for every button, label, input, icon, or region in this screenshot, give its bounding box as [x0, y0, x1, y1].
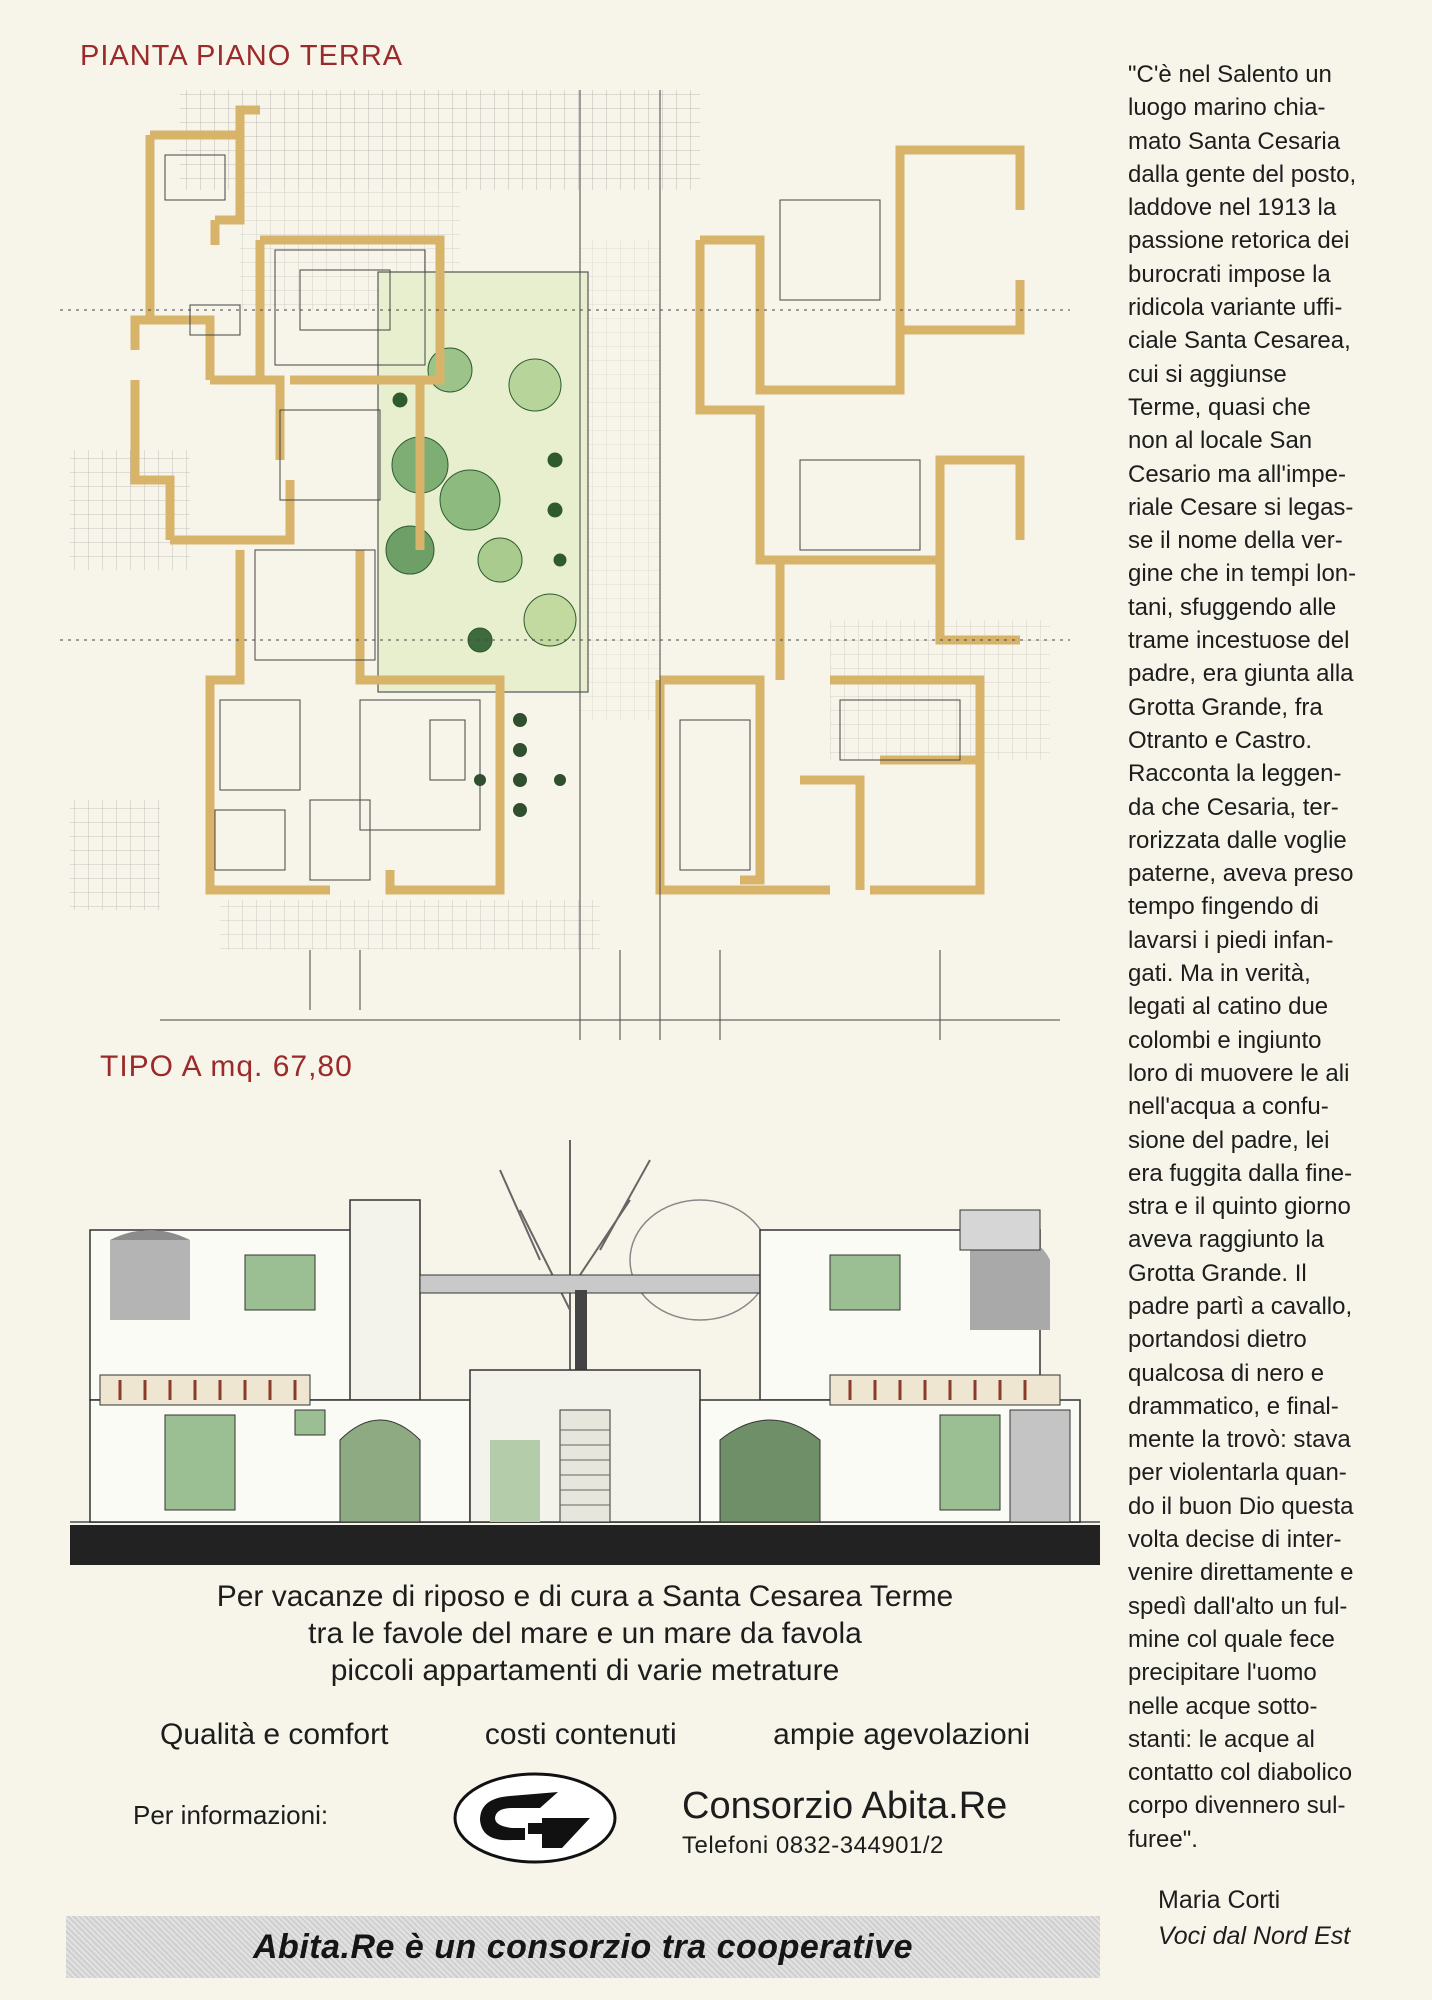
work-title: Voci dal Nord Est [1158, 1922, 1351, 1950]
quote-line: trame incestuose del [1128, 627, 1350, 655]
quote-line: portandosi dietro [1128, 1326, 1307, 1354]
quote-line: padre partì a cavallo, [1128, 1292, 1353, 1320]
quote-line: luogo marino chia- [1128, 94, 1326, 122]
banner-text: Abita.Re è un consorzio tra cooperative [253, 1927, 913, 1966]
quote-line: drammatico, e final- [1128, 1392, 1339, 1420]
literary-quote [1128, 58, 1418, 1856]
quote-line: mato Santa Cesaria [1128, 127, 1341, 155]
quote-line: furee". [1128, 1825, 1198, 1853]
quote-line: cui si aggiunse [1128, 360, 1287, 388]
quote-line: mente la trovò: stava [1128, 1426, 1351, 1454]
quote-attribution [1158, 1882, 1350, 1954]
quote-line: ridicola variante uffi- [1128, 294, 1343, 322]
quote-line: se il nome della ver- [1128, 527, 1343, 555]
quote-line: Otranto e Castro. [1128, 726, 1313, 754]
quote-line: Grotta Grande, fra [1128, 693, 1323, 721]
quote-line: volta decise di inter- [1128, 1526, 1342, 1554]
quote-line: ciale Santa Cesarea, [1128, 327, 1351, 355]
quote-line: spedì dall'alto un ful- [1128, 1592, 1348, 1620]
quote-line: non al locale San [1128, 427, 1313, 455]
quote-line: paterne, aveva preso [1128, 860, 1354, 888]
quote-line: tempo fingendo di [1128, 893, 1319, 921]
quote-line: loro di muovere le ali [1128, 1059, 1350, 1087]
quote-line: passione retorica dei [1128, 227, 1350, 255]
info-label: Per informazioni: [133, 1800, 329, 1830]
quote-line: tani, sfuggendo alle [1128, 593, 1337, 621]
quote-line: "C'è nel Salento un [1128, 61, 1332, 88]
consortium-logo-icon [450, 1768, 620, 1868]
quote-line: contatto col diabolico [1128, 1759, 1353, 1787]
quote-line: legati al catino due [1128, 993, 1329, 1021]
quote-line: per violentarla quan- [1128, 1459, 1347, 1487]
floor-plan-drawing [60, 80, 1070, 1040]
bottom-banner [66, 1916, 1100, 1978]
feature-benefits: ampie agevolazioni [773, 1718, 1030, 1751]
quote-line: burocrati impose la [1128, 260, 1331, 288]
quote-line: mine col quale fece [1128, 1625, 1335, 1653]
phone-numbers: Telefoni 0832-344901/2 [682, 1832, 944, 1859]
quote-line: Terme, quasi che [1128, 393, 1311, 421]
quote-line: venire direttamente e [1128, 1559, 1354, 1587]
quote-line: gine che in tempi lon- [1128, 560, 1357, 588]
quote-line: stanti: le acque al [1128, 1725, 1315, 1753]
quote-line: riale Cesare si legas- [1128, 493, 1354, 521]
quote-line: stra e il quinto giorno [1128, 1193, 1351, 1221]
elevation-drawing [70, 1110, 1100, 1570]
quote-line: precipitare l'uomo [1128, 1659, 1317, 1687]
company-name: Consorzio Abita.Re [682, 1785, 1008, 1827]
author-name: Maria Corti [1158, 1886, 1281, 1914]
quote-line: Cesario ma all'impe- [1128, 460, 1346, 488]
quote-line: da che Cesaria, ter- [1128, 793, 1339, 821]
quote-line: aveva raggiunto la [1128, 1226, 1325, 1254]
quote-line: corpo divennero sul- [1128, 1792, 1346, 1820]
quote-line: lavarsi i piedi infan- [1128, 926, 1334, 954]
quote-line: Racconta la leggen- [1128, 760, 1342, 788]
quote-line: laddove nel 1913 la [1128, 194, 1337, 222]
quote-line: dalla gente del posto, [1128, 160, 1357, 188]
quote-line: nell'acqua a confu- [1128, 1093, 1329, 1121]
quote-line: colombi e ingiunto [1128, 1026, 1322, 1054]
feature-costs: costi contenuti [484, 1718, 677, 1751]
promo-line-2: tra le favole del mare e un mare da favola [308, 1617, 862, 1650]
promo-text [80, 1578, 1090, 1689]
promo-line-3: piccoli appartamenti di varie metrature [330, 1654, 840, 1687]
quote-line: Grotta Grande. Il [1128, 1259, 1307, 1287]
quote-line: nelle acque sotto- [1128, 1692, 1318, 1720]
quote-line: do il buon Dio questa [1128, 1492, 1354, 1520]
plan-title: PIANTA PIANO TERRA [80, 40, 404, 72]
feature-quality: Qualità e comfort [160, 1718, 389, 1751]
quote-line: rorizzata dalle voglie [1128, 826, 1347, 854]
feature-list [160, 1718, 1030, 1752]
apartment-type-label: TIPO A mq. 67,80 [100, 1050, 353, 1083]
promo-line-1: Per vacanze di riposo e di cura a Santa Cesarea Terme [216, 1580, 954, 1613]
quote-line: padre, era giunta alla [1128, 660, 1354, 688]
quote-line: qualcosa di nero e [1128, 1359, 1325, 1387]
quote-line: sione del padre, lei [1128, 1126, 1330, 1154]
quote-line: era fuggita dalla fine- [1128, 1159, 1353, 1187]
quote-line: gati. Ma in verità, [1128, 960, 1311, 988]
